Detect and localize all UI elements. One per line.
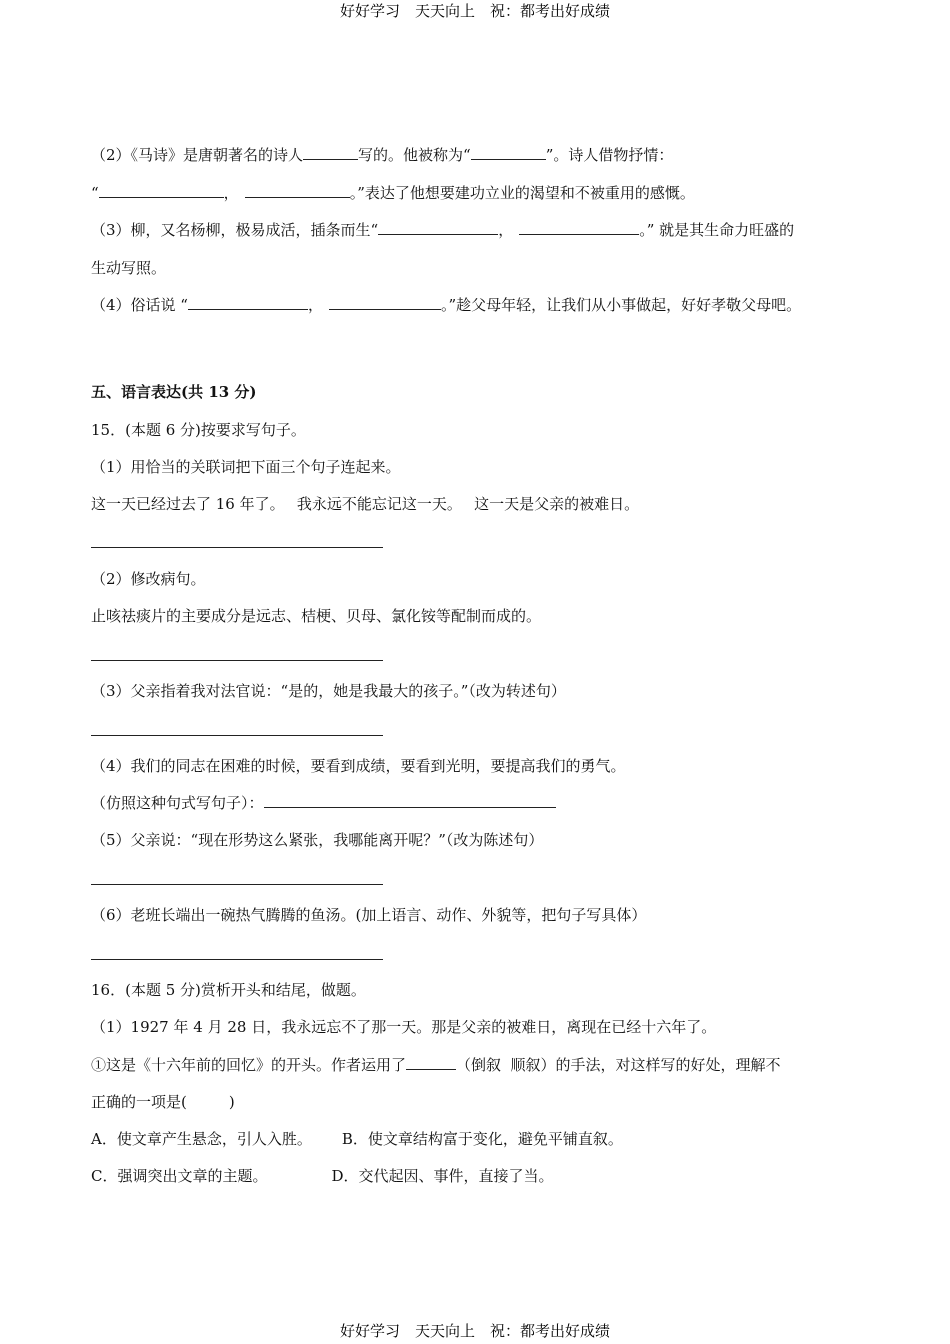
q15-sub3-answer-line[interactable] xyxy=(91,735,383,736)
q16-sub1-question-line1 xyxy=(91,1055,781,1075)
q14-p3-blank-1[interactable] xyxy=(378,220,498,235)
q16-sub1-question-line2 xyxy=(91,1092,235,1112)
q14-p2-text-b: 写的。他被称为“ xyxy=(358,146,471,164)
q14-part2-line1 xyxy=(91,145,673,165)
q14-p2-text-e: ， xyxy=(223,184,239,202)
q16-q-text-b: （倒叙 顺叙）的手法，对这样写的好处，理解不 xyxy=(456,1056,781,1074)
q14-p4-text-b: ， xyxy=(307,296,323,314)
q15-stem: 15．(本题 6 分)按要求写句子。 xyxy=(91,421,306,439)
page-footer: 好好学习 天天向上 祝：都考出好成绩 xyxy=(339,1322,610,1340)
q16-q-text-d: ) xyxy=(228,1093,235,1111)
q14-p4-text-a: （4）俗话说 “ xyxy=(91,296,188,314)
q16-q-text-a: ①这是《十六年前的回忆》的开头。作者运用了 xyxy=(91,1056,407,1074)
q16-option-a[interactable]: A．使文章产生悬念，引人入胜。 xyxy=(91,1130,312,1148)
q15-sub2: （2）修改病句。 xyxy=(91,570,206,588)
page-header: 好好学习 天天向上 祝：都考出好成绩 xyxy=(339,2,610,20)
q14-p3-text-a: （3）柳，又名杨柳，极易成活，插条而生“ xyxy=(91,221,379,239)
q14-p4-blank-1[interactable] xyxy=(188,295,308,310)
q14-p2-text-c: ”。诗人借物抒情： xyxy=(545,146,674,164)
q16-options-row2 xyxy=(91,1166,554,1186)
q15-sub4-prompt-line xyxy=(91,793,556,813)
q14-p4-blank-2[interactable] xyxy=(329,295,441,310)
q16-q-text-c: 正确的一项是( xyxy=(91,1093,187,1111)
q14-part3-line2: 生动写照。 xyxy=(91,259,167,277)
q14-p3-blank-2[interactable] xyxy=(519,220,639,235)
q15-sub4-answer-blank[interactable] xyxy=(264,793,556,808)
q16-options-row1 xyxy=(91,1129,623,1149)
q14-part4-line xyxy=(91,295,801,315)
q14-p4-text-c: 。”趁父母年轻，让我们从小事做起，好好孝敬父母吧。 xyxy=(441,296,802,314)
q14-p3-text-c: 。” 就是其生命力旺盛的 xyxy=(639,221,795,239)
q15-sub4-prompt: （仿照这种句式写句子）： xyxy=(91,794,264,812)
q14-part3-line1 xyxy=(91,220,794,240)
q14-p2-text-a: （2）《马诗》是唐朝著名的诗人 xyxy=(91,146,304,164)
q15-sub1-answer-line[interactable] xyxy=(91,547,383,548)
q15-sub1-text: 这一天已经过去了 16 年了。 我永远不能忘记这一天。 这一天是父亲的被难日。 xyxy=(91,495,640,513)
q14-p2-blank-poet[interactable] xyxy=(303,145,358,160)
q15-sub6: （6）老班长端出一碗热气腾腾的鱼汤。(加上语言、动作、外貌等，把句子写具体） xyxy=(91,906,647,924)
q16-option-b[interactable]: B．使文章结构富于变化，避免平铺直叙。 xyxy=(341,1130,623,1148)
q14-p2-blank-title[interactable] xyxy=(471,145,546,160)
q14-p2-text-f: 。”表达了他想要建功立业的渴望和不被重用的感慨。 xyxy=(349,184,695,202)
q16-option-c[interactable]: C．强调突出文章的主题。 xyxy=(91,1167,268,1185)
q15-sub3: （3）父亲指着我对法官说：“是的，她是我最大的孩子。”（改为转述句） xyxy=(91,682,566,700)
q16-sub1: （1）1927 年 4 月 28 日，我永远忘不了那一天。那是父亲的被难日，离现在已经十六年了。 xyxy=(91,1018,717,1036)
q16-technique-blank[interactable] xyxy=(406,1055,456,1070)
q16-stem: 16．(本题 5 分)赏析开头和结尾，做题。 xyxy=(91,981,366,999)
q15-sub2-answer-line[interactable] xyxy=(91,660,383,661)
q14-p2-text-d: “ xyxy=(91,184,99,202)
q15-sub2-text: 止咳祛痰片的主要成分是远志、桔梗、贝母、氯化铵等配制而成的。 xyxy=(91,607,542,625)
q16-option-d[interactable]: D．交代起因、事件，直接了当。 xyxy=(331,1167,554,1185)
q14-p2-blank-line1[interactable] xyxy=(99,183,224,198)
section5-title: 五、语言表达(共 13 分) xyxy=(91,383,257,401)
q15-sub6-answer-line[interactable] xyxy=(91,959,383,960)
q15-sub4: （4）我们的同志在困难的时候，要看到成绩，要看到光明，要提高我们的勇气。 xyxy=(91,757,626,775)
q14-p3-text-b: ， xyxy=(498,221,514,239)
q15-sub5: （5）父亲说：“现在形势这么紧张，我哪能离开呢？”（改为陈述句） xyxy=(91,831,544,849)
q14-p2-blank-line2[interactable] xyxy=(245,183,350,198)
q15-sub1: （1）用恰当的关联词把下面三个句子连起来。 xyxy=(91,458,401,476)
q14-part2-line2 xyxy=(91,183,695,203)
q15-sub5-answer-line[interactable] xyxy=(91,884,383,885)
